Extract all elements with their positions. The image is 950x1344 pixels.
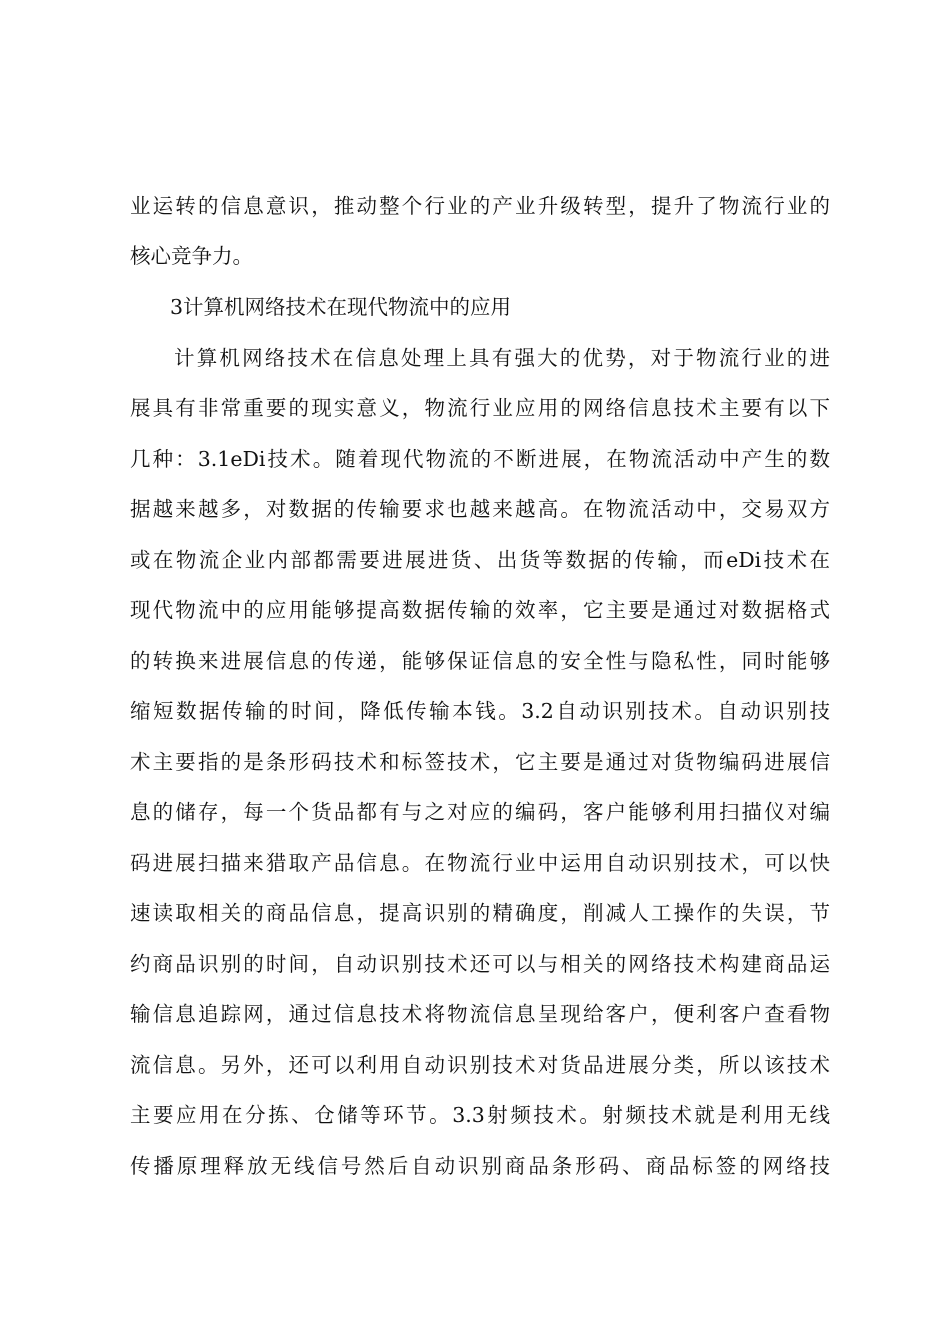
paragraph-line: 或在物流企业内部都需要进展进货、出货等数据的传输，而eDi技术在	[130, 548, 830, 572]
paragraph-line: 主要应用在分拣、仓储等环节。3.3射频技术。射频技术就是利用无线	[130, 1103, 830, 1127]
section-heading: 3计算机网络技术在现代物流中的应用	[170, 295, 512, 319]
paragraph-line: 约商品识别的时间，自动识别技术还可以与相关的网络技术构建商品运	[130, 952, 830, 976]
paragraph-line: 术主要指的是条形码技术和标签技术，它主要是通过对货物编码进展信	[130, 750, 830, 774]
paragraph-line: 息的储存，每一个货品都有与之对应的编码，客户能够利用扫描仪对编	[130, 800, 830, 824]
paragraph-line: 几种：3.1eDi技术。随着现代物流的不断进展，在物流活动中产生的数	[130, 447, 830, 471]
paragraph-line: 输信息追踪网，通过信息技术将物流信息呈现给客户，便利客户查看物	[130, 1002, 830, 1026]
paragraph-line: 现代物流中的应用能够提高数据传输的效率，它主要是通过对数据格式	[130, 598, 830, 622]
paragraph-line: 的转换来进展信息的传递，能够保证信息的安全性与隐私性，同时能够	[130, 649, 830, 673]
paragraph-line: 据越来越多，对数据的传输要求也越来越高。在物流活动中，交易双方	[130, 497, 830, 521]
paragraph-line: 业运转的信息意识，推动整个行业的产业升级转型，提升了物流行业的	[130, 194, 830, 218]
paragraph-line: 速读取相关的商品信息，提高识别的精确度，削减人工操作的失误，节	[130, 901, 830, 925]
paragraph-line: 码进展扫描来猎取产品信息。在物流行业中运用自动识别技术，可以快	[130, 851, 830, 875]
paragraph-line: 计算机网络技术在信息处理上具有强大的优势，对于物流行业的进	[174, 346, 830, 370]
paragraph-line: 传播原理释放无线信号然后自动识别商品条形码、商品标签的网络技	[130, 1154, 830, 1178]
paragraph-line: 缩短数据传输的时间，降低传输本钱。3.2自动识别技术。自动识别技	[130, 699, 830, 723]
paragraph-line: 核心竞争力。	[130, 244, 253, 268]
paragraph-line: 流信息。另外，还可以利用自动识别技术对货品进展分类，所以该技术	[130, 1053, 830, 1077]
paragraph-line: 展具有非常重要的现实意义，物流行业应用的网络信息技术主要有以下	[130, 396, 830, 420]
